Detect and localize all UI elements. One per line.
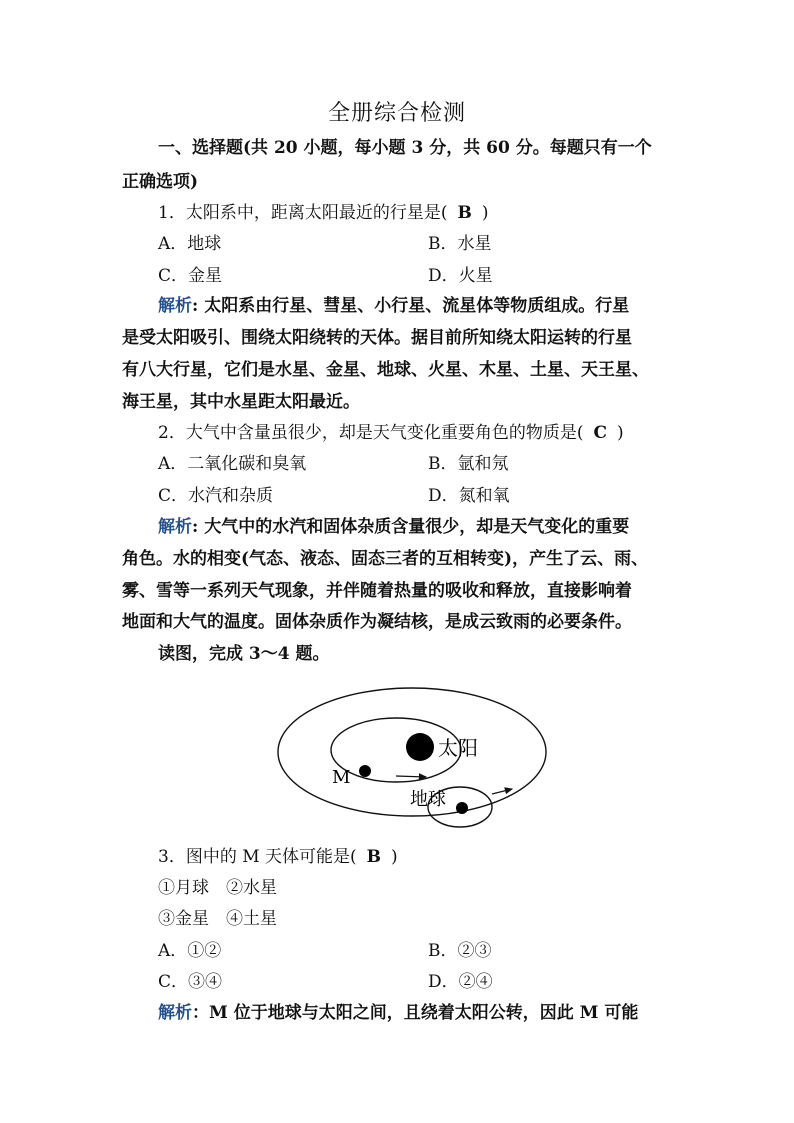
question-3-stem: 3．图中的 M 天体可能是( [158,847,357,867]
read-prompt: 读图，完成 3～4 题。 [158,644,330,664]
question-2-stem: 2．大气中含量虽很少，却是天气变化重要角色的物质是( [158,423,584,443]
page-title: 全册综合检测 [327,101,466,126]
question-3-stem-end: ) [391,847,398,867]
q1-analysis-line1: 解析: 太阳系由行星、彗星、小行星、流星体等物质组成。行星 [158,296,630,316]
q2-option-c: C．水汽和杂质 [158,486,274,506]
q3-option-a: A．①② [158,941,222,961]
analysis-tag: 解析 [158,517,192,537]
question-1-stem: 1．太阳系中，距离太阳最近的行星是( [158,203,448,223]
question-2 [158,421,674,445]
m-label: M [332,767,351,788]
q2-analysis-line1: 解析: 大气中的水汽和固体杂质含量很少，却是天气变化的重要 [158,517,630,537]
question-3-answer: B [366,847,382,867]
question-2-answer: C [593,423,607,443]
sun-icon [406,733,434,761]
q1-analysis-line3: 有八大行星，它们是水星、金星、地球、火星、木星、土星、天王星、 [122,360,649,380]
q1-option-c: C．金星 [158,266,223,286]
q1-analysis-line2: 是受太阳吸引、围绕太阳绕转的天体。据目前所知绕太阳运转的行星 [122,328,632,348]
q3-option-d: D．②④ [428,972,493,992]
question-3 [158,845,710,869]
sun-label: 太阳 [438,736,478,760]
q2-option-a: A．二氧化碳和臭氧 [158,454,307,474]
question-1 [158,201,674,225]
question-1-stem-end: ) [481,203,489,223]
earth-icon [456,802,468,814]
q3-option-c: C．③④ [158,972,223,992]
orbit-diagram [276,686,556,836]
q1-analysis-line4: 海王星，其中水星距太阳最近。 [122,392,360,412]
question-2-stem-end: ) [616,423,624,443]
section-heading-line2: 正确选项) [122,172,199,192]
inner-orbit-arrow [396,776,426,777]
analysis-tag: 解析 [158,296,192,316]
question-1-answer: B [457,203,472,223]
earth-label: 地球 [410,789,446,810]
q2-analysis-line3: 雾、雪等一系列天气现象，并伴随着热量的吸收和释放，直接影响着 [122,581,632,601]
q3-choices-line2: ③金星 ④土星 [158,909,277,929]
q1-option-a: A．地球 [158,234,222,254]
section-heading-line1: 一、选择题(共 20 小题，每小题 3 分，共 60 分。每题只有一个 [158,138,652,158]
q3-choices-line1: ①月球 ②水星 [158,878,277,898]
q1-option-d: D．火星 [428,266,493,286]
m-body-icon [359,765,371,777]
q2-option-d: D．氮和氧 [428,486,510,506]
q2-analysis-line4: 地面和大气的温度。固体杂质作为凝结核，是成云致雨的必要条件。 [122,612,632,632]
q1-option-b: B．水星 [428,234,492,254]
analysis-tag: 解析 [158,1003,192,1023]
q2-option-b: B．氩和氖 [428,454,509,474]
q3-analysis-line1: 解析：M 位于地球与太阳之间，且绕着太阳公转，因此 M 可能 [158,1003,639,1023]
outer-orbit-arrow [492,789,512,794]
q3-option-b: B．②③ [428,941,492,961]
q2-analysis-line2: 角色。水的相变(气态、液态、固态三者的互相转变)，产生了云、雨、 [122,549,649,569]
